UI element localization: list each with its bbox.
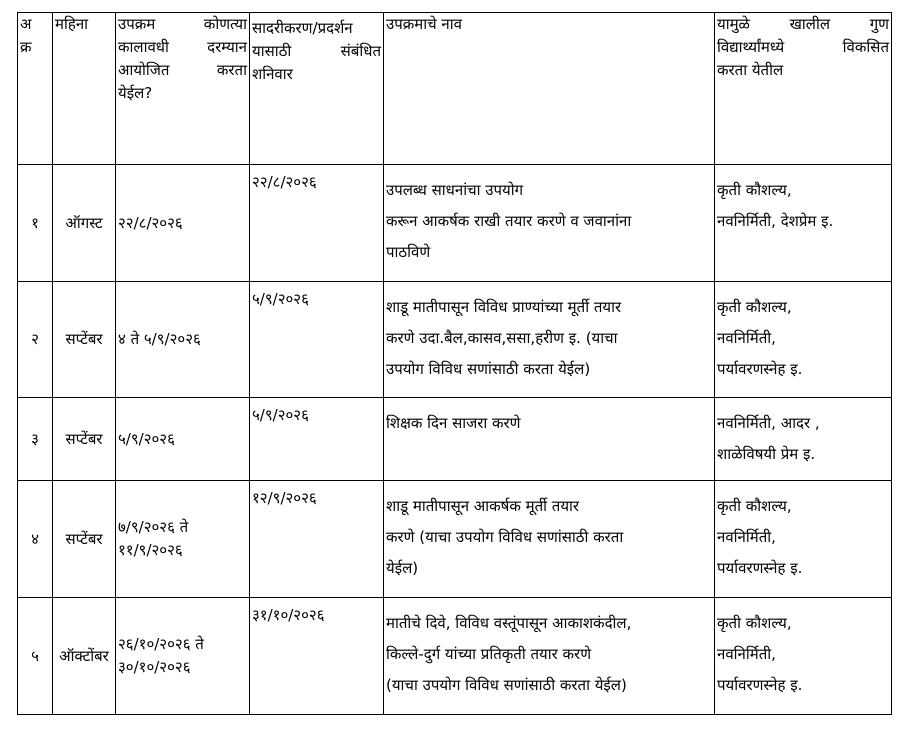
header-serial-line-1: अ xyxy=(20,15,32,33)
qualities-line: पर्यावरणस्नेह इ. xyxy=(717,360,803,378)
header-display-saturday xyxy=(250,13,384,165)
header-month xyxy=(53,13,116,165)
activity-line: करून आकर्षक राखी तयार करणे व जवानांना xyxy=(386,212,632,230)
table-row xyxy=(18,282,892,398)
period-cell xyxy=(116,481,250,598)
display-date: २२/८/२०२६ xyxy=(252,173,317,191)
qualities-line: नवनिर्मिती, xyxy=(717,528,776,546)
activity-line: येईल) xyxy=(386,559,419,577)
activity-line: मातीचे दिवे, विविध वस्तूंपासून आकाशकंदील, xyxy=(386,614,632,632)
table-row xyxy=(18,165,892,282)
qualities-cell xyxy=(715,481,892,598)
period-line: ७/९/२०२६ ते xyxy=(118,518,189,536)
period-line: ५/९/२०२६ xyxy=(118,429,175,448)
table-row xyxy=(18,481,892,598)
activity-line: करणे उदा.बैल,कासव,ससा,हरीण इ. (याचा xyxy=(386,329,618,347)
month-cell xyxy=(53,398,116,481)
qualities-cell xyxy=(715,598,892,715)
header-qualities-line: विद्यार्थ्यांमध्ये विकसित xyxy=(717,38,889,56)
period-cell xyxy=(116,398,250,481)
header-period-line: येईल? xyxy=(118,84,153,102)
activity-cell xyxy=(384,481,715,598)
month-cell xyxy=(53,481,116,598)
qualities-line: कृती कौशल्य, xyxy=(717,497,792,515)
qualities-line: कृती कौशल्य, xyxy=(717,181,792,199)
month-name: सप्टेंबर xyxy=(65,529,103,548)
header-row xyxy=(18,13,892,165)
period-line: ३०/१०/२०२६ xyxy=(118,658,191,676)
header-period-line: उपक्रम कोणत्या xyxy=(118,15,247,33)
qualities-cell xyxy=(715,398,892,481)
header-serial-line-2: क्र xyxy=(20,38,32,56)
table-body xyxy=(18,13,892,715)
activity-line: किल्ले-दुर्ग यांच्या प्रतिकृती तयार करणे xyxy=(386,645,592,663)
period-cell xyxy=(116,165,250,282)
activity-cell xyxy=(384,398,715,481)
activity-line: शाडू मातीपासून विविध प्राण्यांच्या मूर्ती तयार xyxy=(386,298,622,316)
header-display-line: यासाठी संबंधित xyxy=(252,42,381,60)
header-activity-name xyxy=(384,13,715,165)
activity-line: शाडू मातीपासून आकर्षक मूर्ती तयार xyxy=(386,497,580,515)
qualities-line: कृती कौशल्य, xyxy=(717,298,792,316)
qualities-line: पर्यावरणस्नेह इ. xyxy=(717,676,803,694)
header-display-line: शनिवार xyxy=(252,65,293,83)
serial-number: ४ xyxy=(31,529,39,548)
header-activity-label: उपक्रमाचे नाव xyxy=(386,15,462,33)
qualities-line: नवनिर्मिती, देशप्रेम इ. xyxy=(717,212,834,230)
table-row xyxy=(18,398,892,481)
month-cell xyxy=(53,282,116,398)
table-row xyxy=(18,598,892,715)
header-qualities-line: यामुळे खालील गुण xyxy=(717,15,889,33)
serial-number-cell xyxy=(18,398,53,481)
activity-cell xyxy=(384,282,715,398)
qualities-line: नवनिर्मिती, xyxy=(717,645,776,663)
qualities-line: शाळेविषयी प्रेम इ. xyxy=(717,445,816,463)
activity-line: उपलब्ध साधनांचा उपयोग xyxy=(386,181,524,199)
period-cell xyxy=(116,282,250,398)
header-month-label: महिना xyxy=(55,15,89,33)
month-cell xyxy=(53,598,116,715)
display-date: ३१/१०/२०२६ xyxy=(252,606,325,624)
serial-number-cell xyxy=(18,282,53,398)
activity-line: शिक्षक दिन साजरा करणे xyxy=(386,414,521,432)
activity-cell xyxy=(384,165,715,282)
period-line: ४ ते ५/९/२०२६ xyxy=(118,330,201,348)
period-cell xyxy=(116,598,250,715)
activity-line: करणे (याचा उपयोग विविध सणांसाठी करता xyxy=(386,528,624,546)
period-line: २२/८/२०२६ xyxy=(118,213,183,232)
qualities-line: नवनिर्मिती, आदर , xyxy=(717,414,820,432)
serial-number-cell xyxy=(18,598,53,715)
activity-cell xyxy=(384,598,715,715)
header-period-line: कालावधी दरम्यान xyxy=(118,38,247,56)
display-date-cell xyxy=(250,398,384,481)
header-period xyxy=(116,13,250,165)
qualities-line: पर्यावरणस्नेह इ. xyxy=(717,559,803,577)
month-name: सप्टेंबर xyxy=(65,330,103,348)
serial-number-cell xyxy=(18,481,53,598)
qualities-cell xyxy=(715,165,892,282)
display-date-cell xyxy=(250,282,384,398)
qualities-line: कृती कौशल्य, xyxy=(717,614,792,632)
serial-number: २ xyxy=(31,330,39,348)
serial-number: ५ xyxy=(31,646,39,665)
month-name: सप्टेंबर xyxy=(65,429,103,448)
header-serial-number xyxy=(18,13,53,165)
display-date: ५/९/२०२६ xyxy=(252,406,309,424)
display-date-cell xyxy=(250,598,384,715)
activity-line: उपयोग विविध सणांसाठी करता येईल) xyxy=(386,360,591,378)
header-display-line: सादरीकरण/प्रदर्शन xyxy=(252,19,353,37)
serial-number-cell xyxy=(18,165,53,282)
display-date-cell xyxy=(250,481,384,598)
header-period-line: आयोजित करता xyxy=(118,61,247,79)
month-name: ऑगस्ट xyxy=(65,213,103,232)
activity-plan-table xyxy=(17,12,892,715)
qualities-cell xyxy=(715,282,892,398)
period-line: २६/१०/२०२६ ते xyxy=(118,635,204,653)
serial-number: ३ xyxy=(31,429,39,448)
activity-line: पाठविणे xyxy=(386,243,431,261)
header-qualities-line: करता येतील xyxy=(717,61,784,79)
display-date-cell xyxy=(250,165,384,282)
display-date: १२/९/२०२६ xyxy=(252,489,317,507)
qualities-line: नवनिर्मिती, xyxy=(717,329,776,347)
month-name: ऑक्टोंबर xyxy=(59,646,109,665)
month-cell xyxy=(53,165,116,282)
display-date: ५/९/२०२६ xyxy=(252,290,309,308)
activity-line: (याचा उपयोग विविध सणांसाठी करता येईल) xyxy=(386,676,627,694)
serial-number: १ xyxy=(31,213,39,232)
period-line: ११/९/२०२६ xyxy=(118,541,183,559)
header-qualities xyxy=(715,13,892,165)
